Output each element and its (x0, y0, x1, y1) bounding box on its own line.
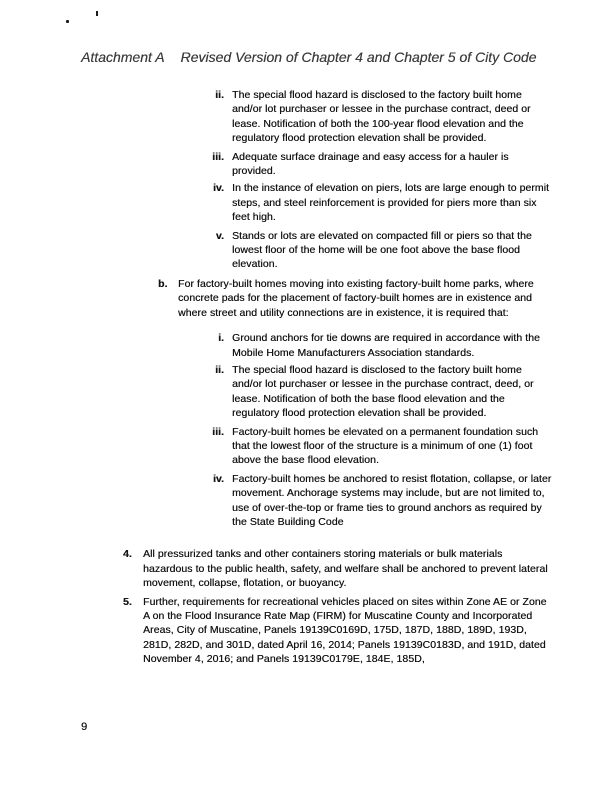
list-marker: ii. (215, 89, 224, 101)
header-title: Revised Version of Chapter 4 and Chapter 5 of City Code (180, 49, 537, 65)
page-number: 9 (81, 721, 88, 733)
list-item-b (158, 277, 614, 320)
list-item-v (200, 229, 614, 272)
list-marker: 5. (123, 595, 132, 608)
list-marker: 4. (123, 548, 132, 561)
sublist-item-iii (200, 425, 614, 468)
list-item-text: Further, requirements for recreational vehicles placed on sites within Zone AE or Zone A on the Flood Insurance Rate Map (FIRM) for Muscatine County and Incorporated Areas, City of Muscatine, Panels 19139C0169D, 175D, 187D, 188D, 189D, 193D, 281D, 282D, and 301D, dated April 16, 2014; Panels 19139C0183D, and 191D, dated November 4, 2016; and Panels 19139C0179E, 184E, 185D, (143, 595, 547, 666)
list-item-4 (123, 547, 614, 590)
list-item-text: The special flood hazard is disclosed to the factory built home and/or lot purchaser or lessee in the purchase contract, deed, or lease. Notification of both the base flood elevation and the regulatory flood protection elevation shall be provided. (232, 363, 534, 420)
list-item-iii (200, 150, 614, 179)
list-marker: iii. (212, 150, 224, 163)
list-item-text: For factory-built homes moving into existing factory-built home parks, where concrete pads for the placement of factory-built homes are in existence and where street and utility connections are in existence, it is required that: (178, 277, 534, 319)
list-item-text: Adequate surface drainage and easy access for a hauler is provided. (232, 150, 509, 178)
sublist-item-i (200, 331, 614, 360)
list-marker: v. (215, 229, 224, 242)
list-marker: i. (218, 332, 224, 345)
list-item-text: Factory-built homes be anchored to resist flotation, collapse, or later movement. Anchorage systems may include, but are not limited to, use of over-the-top or frame ties to ground anchors as required by the State Building Code (232, 472, 552, 528)
scan-artifact-dot (66, 20, 69, 23)
list-item-text: In the instance of elevation on piers, lots are large enough to permit steps, and steel reinforcement is provided for piers more than six feet high. (232, 182, 549, 224)
list-item-iv (200, 181, 614, 224)
list-marker: iv. (212, 472, 224, 485)
list-item-text: The special flood hazard is disclosed to the factory built home and/or lot purchaser or lessee in the purchase contract, deed or lease. Notification of both the 100-year flood elevation and the regulatory flood protection elevation shall be provided. (232, 89, 531, 145)
list-marker: b. (158, 277, 168, 290)
list-item-text: All pressurized tanks and other containers storing materials or bulk materials hazardous to the public health, safety, and welfare shall be anchored to prevent lateral movement, collapse, flotation, or buoyancy. (143, 548, 548, 590)
list-item-text: Factory-built homes be elevated on a permanent foundation such that the lowest floor of the structure is a minimum of one (1) foot above the base flood elevation. (232, 425, 539, 467)
list-item-text: Stands or lots are elevated on compacted fill or piers so that the lowest floor of the home will be one foot above the base flood elevation. (232, 229, 532, 271)
document-body (0, 88, 614, 671)
page-header (81, 48, 551, 66)
list-marker: iv. (212, 182, 224, 195)
sublist-item-iv (200, 472, 614, 530)
list-item-5 (123, 595, 614, 667)
sublist-item-ii (200, 363, 614, 421)
list-marker: ii. (215, 363, 224, 376)
list-item-ii (200, 88, 614, 146)
scan-artifact-tick (96, 11, 98, 16)
attachment-label: Attachment A (81, 49, 165, 65)
list-marker: iii. (212, 425, 224, 438)
list-item-text: Ground anchors for tie downs are required in accordance with the Mobile Home Manufacturers Association standards. (232, 332, 540, 359)
